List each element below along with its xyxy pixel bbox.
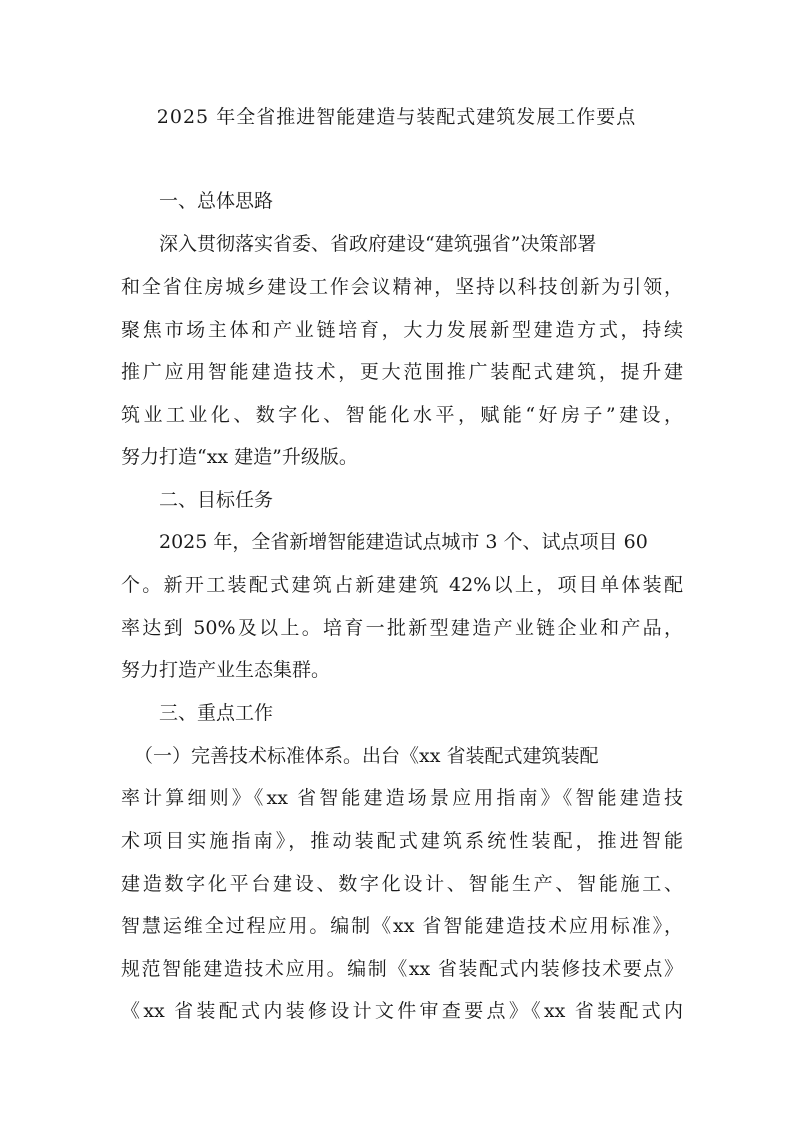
paragraph-line: 术项目实施指南》，推动装配式建筑系统性装配，推进智能 (121, 830, 683, 852)
heading-key-work: 三、重点工作 (159, 702, 274, 724)
paragraph-line: 率达到 50%及以上。培育一批新型建造产业链企业和产品， (121, 617, 683, 639)
paragraph-line: 努力打造产业生态集群。 (121, 659, 331, 681)
paragraph-line: 建造数字化平台建设、数字化设计、智能生产、智能施工、 (121, 873, 683, 895)
paragraph-line: 规范智能建造技术应用。编制《xx 省装配式内装修技术要点》 (121, 958, 683, 980)
paragraph-line: 智慧运维全过程应用。编制《xx 省智能建造技术应用标准》， (121, 915, 683, 937)
paragraph-line: （一）完善技术标准体系。出台《xx 省装配式建筑装配 (134, 745, 599, 767)
paragraph-line: 深入贯彻落实省委、省政府建设“建筑强省”决策部署 (159, 233, 597, 255)
paragraph-line: 个。新开工装配式建筑占新建建筑 42%以上，项目单体装配 (121, 574, 683, 596)
heading-overall-approach: 一、总体思路 (159, 190, 274, 212)
paragraph-line: 筑业工业化、数字化、智能化水平，赋能“好房子”建设， (121, 404, 683, 426)
paragraph-line: 聚焦市场主体和产业链培育，大力发展新型建造方式，持续 (121, 319, 683, 341)
paragraph-line: 率计算细则》《xx 省智能建造场景应用指南》《智能建造技 (121, 787, 683, 809)
paragraph-line: 推广应用智能建造技术，更大范围推广装配式建筑，提升建 (121, 361, 683, 383)
paragraph-line: 和全省住房城乡建设工作会议精神，坚持以科技创新为引领， (121, 276, 683, 298)
paragraph-line: 努力打造“xx 建造”升级版。 (121, 446, 358, 468)
paragraph-line: 2025 年，全省新增智能建造试点城市 3 个、试点项目 60 (159, 531, 648, 553)
paragraph-line: 《xx 省装配式内装修设计文件审查要点》《xx 省装配式内 (121, 1000, 683, 1022)
heading-goals: 二、目标任务 (159, 489, 274, 511)
document-title: 2025 年全省推进智能建造与装配式建筑发展工作要点 (156, 106, 637, 128)
